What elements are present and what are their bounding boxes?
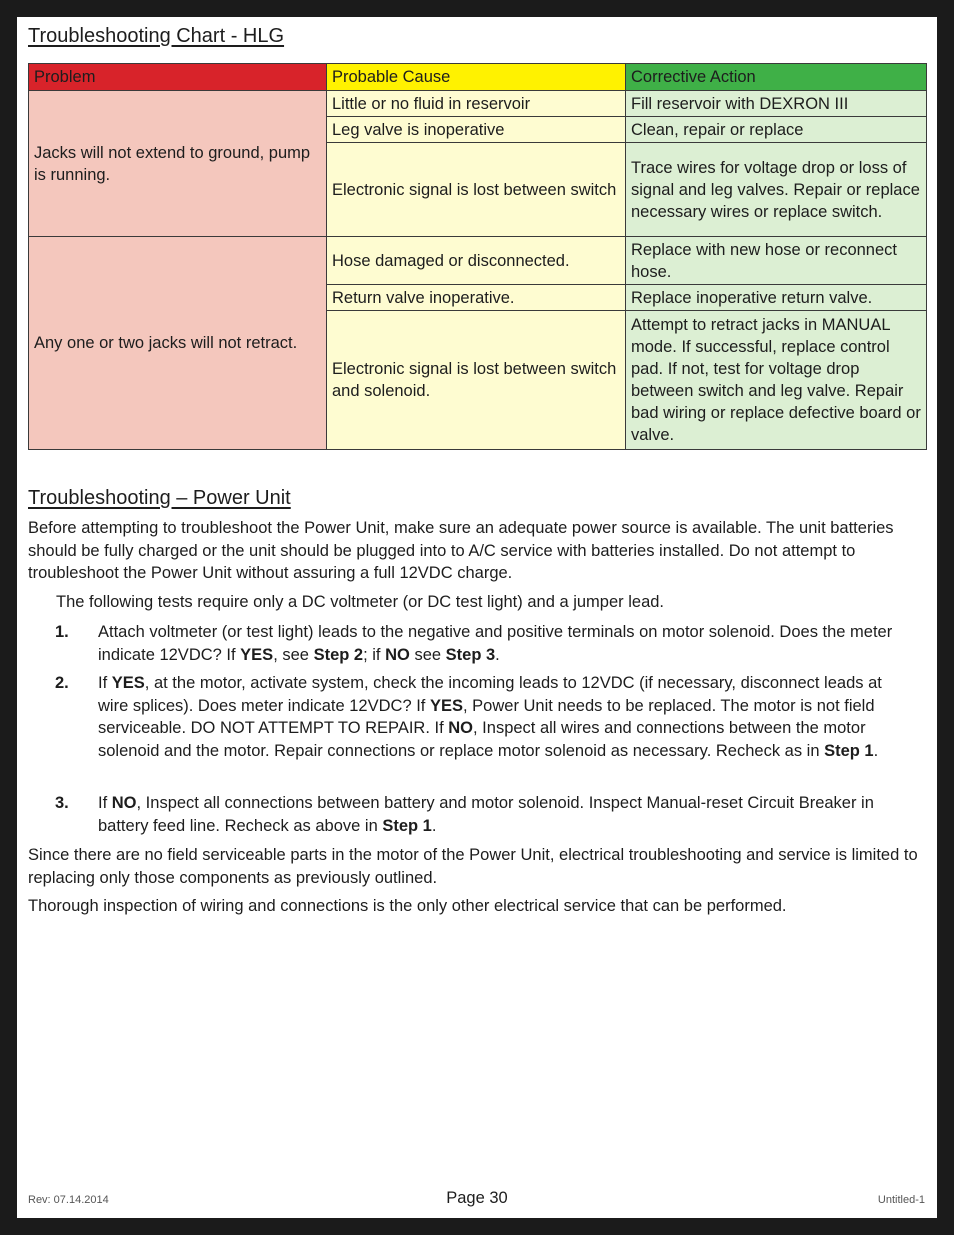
cause-cell: Electronic signal is lost between switch and solenoid. bbox=[327, 311, 626, 450]
header-problem: Problem bbox=[29, 64, 327, 91]
cause-cell: Little or no fluid in reservoir bbox=[327, 91, 626, 117]
step-text: Attach voltmeter (or test light) leads to the negative and positive terminals on motor solenoid. Does the meter indicate 12VDC? If YES, see Step 2; if NO see Step 3. bbox=[98, 623, 893, 664]
action-cell: Clean, repair or replace bbox=[626, 117, 927, 143]
step-3 bbox=[55, 792, 900, 837]
document-page bbox=[17, 17, 937, 1218]
table-row bbox=[29, 237, 927, 285]
header-action: Corrective Action bbox=[626, 64, 927, 91]
cause-cell: Electronic signal is lost between switch bbox=[327, 143, 626, 237]
step-1 bbox=[55, 621, 900, 666]
action-cell: Replace inoperative return valve. bbox=[626, 285, 927, 311]
tests-intro: The following tests require only a DC voltmeter (or DC test light) and a jumper lead. bbox=[56, 593, 665, 611]
power-unit-intro: Before attempting to troubleshoot the Power Unit, make sure an adequate power source is available. The unit batteries should be fully charged or the unit should be plugged into to A/C service with batteries installed. Do not attempt to troubleshoot the Power Unit without assuring a full 12VDC charge. bbox=[28, 519, 894, 582]
problem-cell: Jacks will not extend to ground, pump is running. bbox=[29, 91, 327, 237]
action-cell: Fill reservoir with DEXRON III bbox=[626, 91, 927, 117]
step-text: If YES, at the motor, activate system, check the incoming leads to 12VDC (if necessary, disconnect leads at wire splices). Does meter indicate 12VDC? If YES, Power Unit needs to be replaced. The motor is not field serviceable. DO NOT ATTEMPT TO REPAIR. If NO, Inspect all wires and connections between the motor solenoid and the motor. Repair connections or replace motor solenoid as necessary. Recheck as in Step 1. bbox=[98, 674, 882, 760]
step-2 bbox=[55, 672, 900, 762]
page-number: Page 30 bbox=[446, 1189, 508, 1207]
step-number: 2. bbox=[55, 674, 69, 692]
file-name: Untitled-1 bbox=[877, 1194, 925, 1206]
closing-paragraph-2: Thorough inspection of wiring and connections is the only other electrical service that can be performed. bbox=[28, 897, 787, 915]
problem-cell: Any one or two jacks will not retract. bbox=[29, 237, 327, 450]
step-number: 3. bbox=[55, 794, 69, 812]
table-header-row bbox=[29, 64, 927, 91]
action-cell: Attempt to retract jacks in MANUAL mode. If successful, replace control pad. If not, test for voltage drop between switch and leg valve. Repair bad wiring or replace defective board or valve. bbox=[626, 311, 927, 450]
step-number: 1. bbox=[55, 623, 69, 641]
action-cell: Trace wires for voltage drop or loss of signal and leg valves. Repair or replace necessary wires or replace switch. bbox=[626, 143, 927, 237]
troubleshooting-table bbox=[28, 63, 927, 450]
cause-cell: Leg valve is inoperative bbox=[327, 117, 626, 143]
power-unit-title: Troubleshooting – Power Unit bbox=[28, 487, 291, 509]
table-row bbox=[29, 91, 927, 117]
closing-paragraph: Since there are no field serviceable parts in the motor of the Power Unit, electrical troubleshooting and service is limited to replacing only those components as previously outlined. bbox=[28, 846, 918, 887]
chart-title: Troubleshooting Chart - HLG bbox=[28, 25, 285, 47]
action-cell: Replace with new hose or reconnect hose. bbox=[626, 237, 927, 285]
header-cause: Probable Cause bbox=[327, 64, 626, 91]
revision-date: Rev: 07.14.2014 bbox=[28, 1194, 109, 1206]
cause-cell: Return valve inoperative. bbox=[327, 285, 626, 311]
cause-cell: Hose damaged or disconnected. bbox=[327, 237, 626, 285]
step-text: If NO, Inspect all connections between battery and motor solenoid. Inspect Manual-reset Circuit Breaker in battery feed line. Recheck as above in Step 1. bbox=[98, 794, 874, 835]
